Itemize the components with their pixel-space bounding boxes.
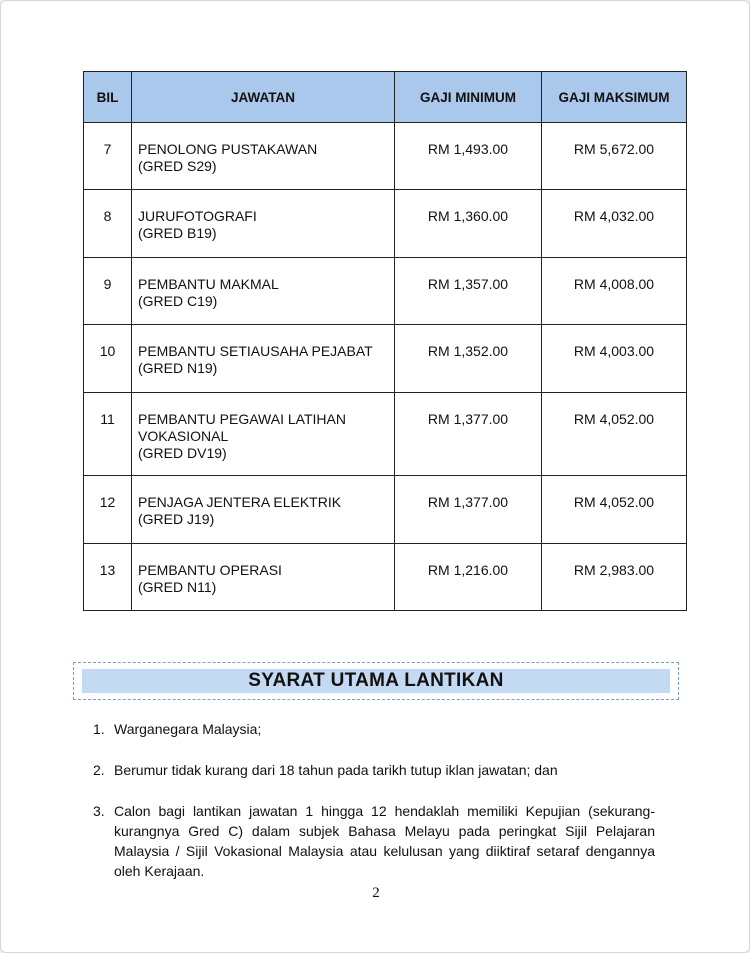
table-row (84, 123, 687, 190)
jawatan-title: PEMBANTU OPERASI (138, 562, 282, 578)
row-bil: 9 (84, 258, 132, 325)
header-bil: BIL (84, 72, 132, 123)
list-text: Calon bagi lantikan jawatan 1 hingga 12 hendaklah memiliki Kepujian (sekurang-kurangnya Gred C) dalam subjek Bahasa Melayu pada peringkat Sijil Pelajaran Malaysia / Sijil Vokasional Malaysia atau kelulusan yang diiktiraf setaraf dengannya oleh Kerajaan. (114, 803, 655, 879)
list-number: 3. (93, 803, 105, 819)
jawatan-gred: (GRED N19) (138, 360, 218, 376)
row-jawatan (132, 190, 395, 258)
table-row (84, 544, 687, 611)
list-item (93, 760, 655, 780)
row-jawatan (132, 476, 395, 544)
row-jawatan (132, 123, 395, 190)
row-gaji-minimum: RM 1,352.00 (395, 325, 542, 393)
jawatan-gred: (GRED DV19) (138, 445, 227, 461)
table-header-row (84, 72, 687, 123)
salary-table (83, 71, 687, 611)
jawatan-gred: (GRED J19) (138, 511, 215, 527)
jawatan-gred: (GRED N11) (138, 579, 217, 595)
row-jawatan (132, 325, 395, 393)
table-row (84, 393, 687, 476)
list-number: 1. (93, 721, 105, 737)
page-number: 2 (372, 885, 380, 901)
list-text: Warganegara Malaysia; (114, 721, 262, 737)
row-gaji-minimum: RM 1,377.00 (395, 393, 542, 476)
jawatan-title: PEMBANTU PEGAWAI LATIHAN (138, 411, 346, 427)
row-gaji-minimum: RM 1,216.00 (395, 544, 542, 611)
row-gaji-maksimum: RM 5,672.00 (542, 123, 687, 190)
row-bil: 11 (84, 393, 132, 476)
list-item (93, 719, 655, 739)
jawatan-title: JURUFOTOGRAFI (138, 208, 257, 224)
row-gaji-maksimum: RM 2,983.00 (542, 544, 687, 611)
jawatan-gred: (GRED S29) (138, 158, 217, 174)
jawatan-title: PEMBANTU SETIAUSAHA PEJABAT (138, 343, 373, 359)
table-row (84, 325, 687, 393)
jawatan-title: PENJAGA JENTERA ELEKTRIK (138, 494, 342, 510)
row-gaji-minimum: RM 1,377.00 (395, 476, 542, 544)
row-jawatan (132, 544, 395, 611)
row-gaji-maksimum: RM 4,032.00 (542, 190, 687, 258)
row-gaji-maksimum: RM 4,008.00 (542, 258, 687, 325)
row-gaji-minimum: RM 1,357.00 (395, 258, 542, 325)
jawatan-title-cont: VOKASIONAL (138, 428, 229, 444)
jawatan-title: PEMBANTU MAKMAL (138, 276, 279, 292)
row-gaji-maksimum: RM 4,052.00 (542, 476, 687, 544)
row-gaji-maksimum: RM 4,052.00 (542, 393, 687, 476)
list-text: Berumur tidak kurang dari 18 tahun pada tarikh tutup iklan jawatan; dan (114, 762, 558, 778)
row-bil: 8 (84, 190, 132, 258)
header-gaji-maksimum: GAJI MAKSIMUM (542, 72, 687, 123)
header-jawatan: JAWATAN (132, 72, 395, 123)
row-gaji-minimum: RM 1,493.00 (395, 123, 542, 190)
row-jawatan (132, 258, 395, 325)
row-bil: 10 (84, 325, 132, 393)
row-bil: 13 (84, 544, 132, 611)
jawatan-gred: (GRED C19) (138, 293, 218, 309)
section-heading: SYARAT UTAMA LANTIKAN (82, 669, 670, 693)
list-item (93, 801, 655, 881)
list-number: 2. (93, 762, 105, 778)
row-jawatan (132, 393, 395, 476)
table-row (84, 190, 687, 258)
requirements-list (93, 719, 655, 902)
section-heading-box (73, 662, 679, 700)
jawatan-title: PENOLONG PUSTAKAWAN (138, 141, 318, 157)
jawatan-gred: (GRED B19) (138, 225, 217, 241)
row-bil: 12 (84, 476, 132, 544)
table-row (84, 258, 687, 325)
header-gaji-minimum: GAJI MINIMUM (395, 72, 542, 123)
row-gaji-maksimum: RM 4,003.00 (542, 325, 687, 393)
row-bil: 7 (84, 123, 132, 190)
row-gaji-minimum: RM 1,360.00 (395, 190, 542, 258)
table-row (84, 476, 687, 544)
